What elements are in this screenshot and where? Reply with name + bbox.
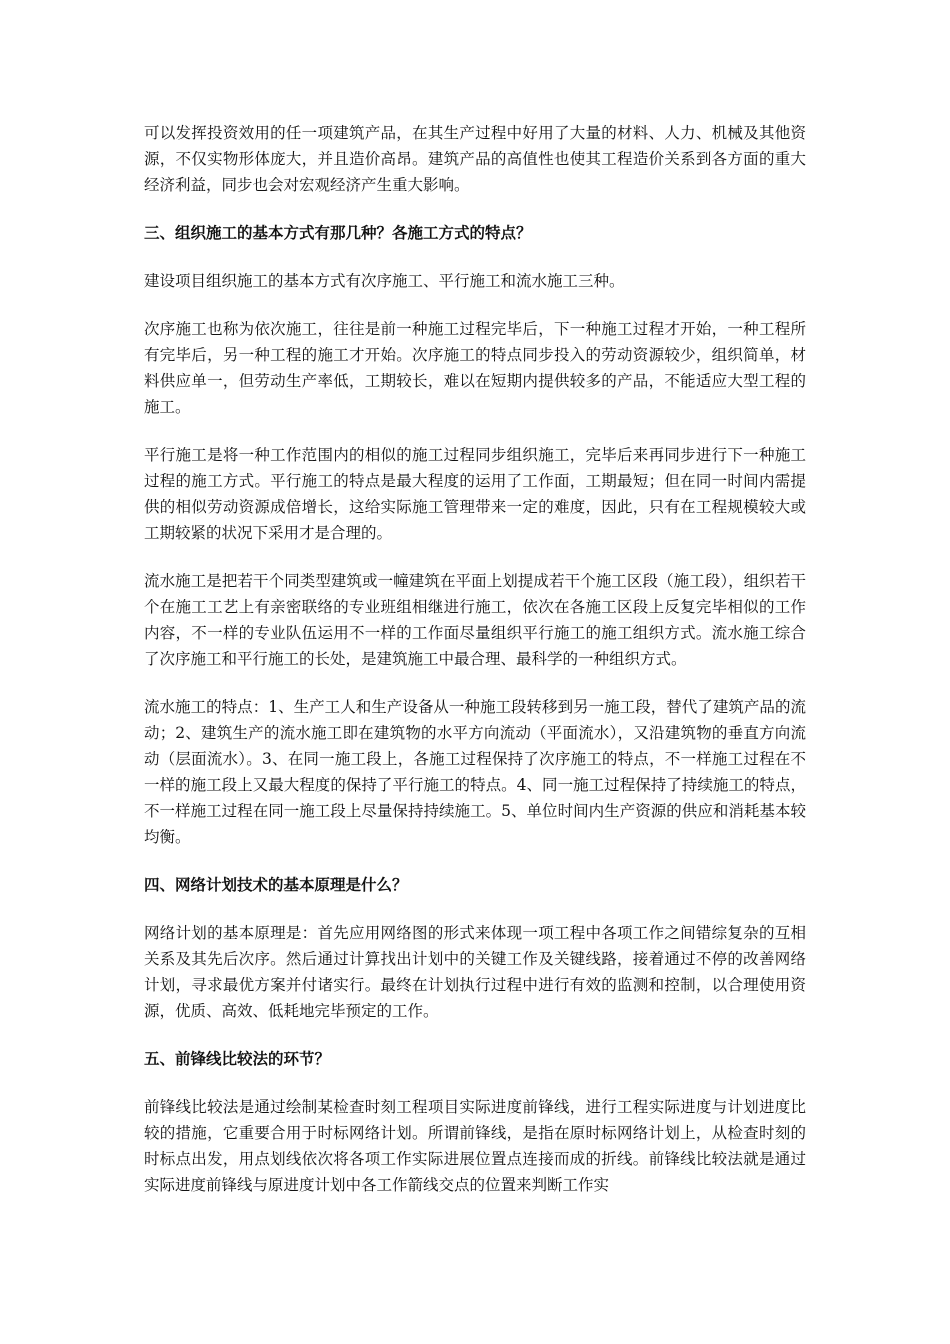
paragraph-intro: 可以发挥投资效用的任一项建筑产品，在其生产过程中好用了大量的材料、人力、机械及其他资源，不仅实物形体庞大，并且造价高昂。建筑产品的高值性也使其工程造价关系到各方面的重大经济利益，同步也会对宏观经济产生重大影响。 — [144, 124, 806, 194]
paragraph-flow-features: 流水施工的特点：1、生产工人和生产设备从一种施工段转移到另一施工段，替代了建筑产品的流动；2、建筑生产的流水施工即在建筑物的水平方向流动（平面流水），又沿建筑物的垂直方向流动（层面流水）。3、在同一施工段上，各施工过程保持了次序施工的特点，不一样施工过程在不一样的施工段上又最大程度的保持了平行施工的特点。4、同一施工过程保持了持续施工的特点，不一样施工过程在同一施工段上尽量保持持续施工。5、单位时间内生产资源的供应和消耗基本较均衡。 — [144, 698, 806, 846]
paragraph-flow: 流水施工是把若干个同类型建筑或一幢建筑在平面上划提成若干个施工区段（施工段），组织若干个在施工工艺上有亲密联络的专业班组相继进行施工，依次在各施工区段上反复完毕相似的工作内容，不一样的专业队伍运用不一样的工作面尽量组织平行施工的施工组织方式。流水施工综合了次序施工和平行施工的长处，是建筑施工中最合理、最科学的一种组织方式。 — [144, 572, 806, 668]
paragraph-frontline: 前锋线比较法是通过绘制某检查时刻工程项目实际进度前锋线，进行工程实际进度与计划进度比较的措施，它重要合用于时标网络计划。所谓前锋线，是指在原时标网络计划上，从检查时刻的时标点出发，用点划线依次将各项工作实际进展位置点连接而成的折线。前锋线比较法就是通过实际进度前锋线与原进度计划中各工作箭线交点的位置来判断工作实 — [144, 1098, 806, 1194]
paragraph-sequential: 次序施工也称为依次施工，往往是前一种施工过程完毕后，下一种施工过程才开始，一种工程所有完毕后，另一种工程的施工才开始。次序施工的特点同步投入的劳动资源较少，组织简单，材料供应单一，但劳动生产率低，工期较长，难以在短期内提供较多的产品，不能适应大型工程的施工。 — [144, 320, 806, 416]
paragraph-parallel: 平行施工是将一种工作范围内的相似的施工过程同步组织施工，完毕后来再同步进行下一种施工过程的施工方式。平行施工的特点是最大程度的运用了工作面，工期最短；但在同一时间内需提供的相似劳动资源成倍增长，这给实际施工管理带来一定的难度，因此，只有在工程规模较大或工期较紧的状况下采用才是合理的。 — [144, 446, 806, 542]
paragraph-methods: 建设项目组织施工的基本方式有次序施工、平行施工和流水施工三种。 — [144, 272, 625, 290]
document-page — [144, 120, 806, 1220]
paragraph-network: 网络计划的基本原理是：首先应用网络图的形式来体现一项工程中各项工作之间错综复杂的互相关系及其先后次序。然后通过计算找出计划中的关键工作及关键线路，接着通过不停的改善网络计划，寻求最优方案并付诸实行。最终在计划执行过程中进行有效的监测和控制，以合理使用资源，优质、高效、低耗地完毕预定的工作。 — [144, 924, 806, 1020]
section-heading-5: 五、前锋线比较法的环节？ — [144, 1050, 331, 1068]
section-heading-4: 四、网络计划技术的基本原理是什么？ — [144, 876, 408, 894]
section-heading-3: 三、组织施工的基本方式有那几种？各施工方式的特点？ — [144, 224, 532, 242]
